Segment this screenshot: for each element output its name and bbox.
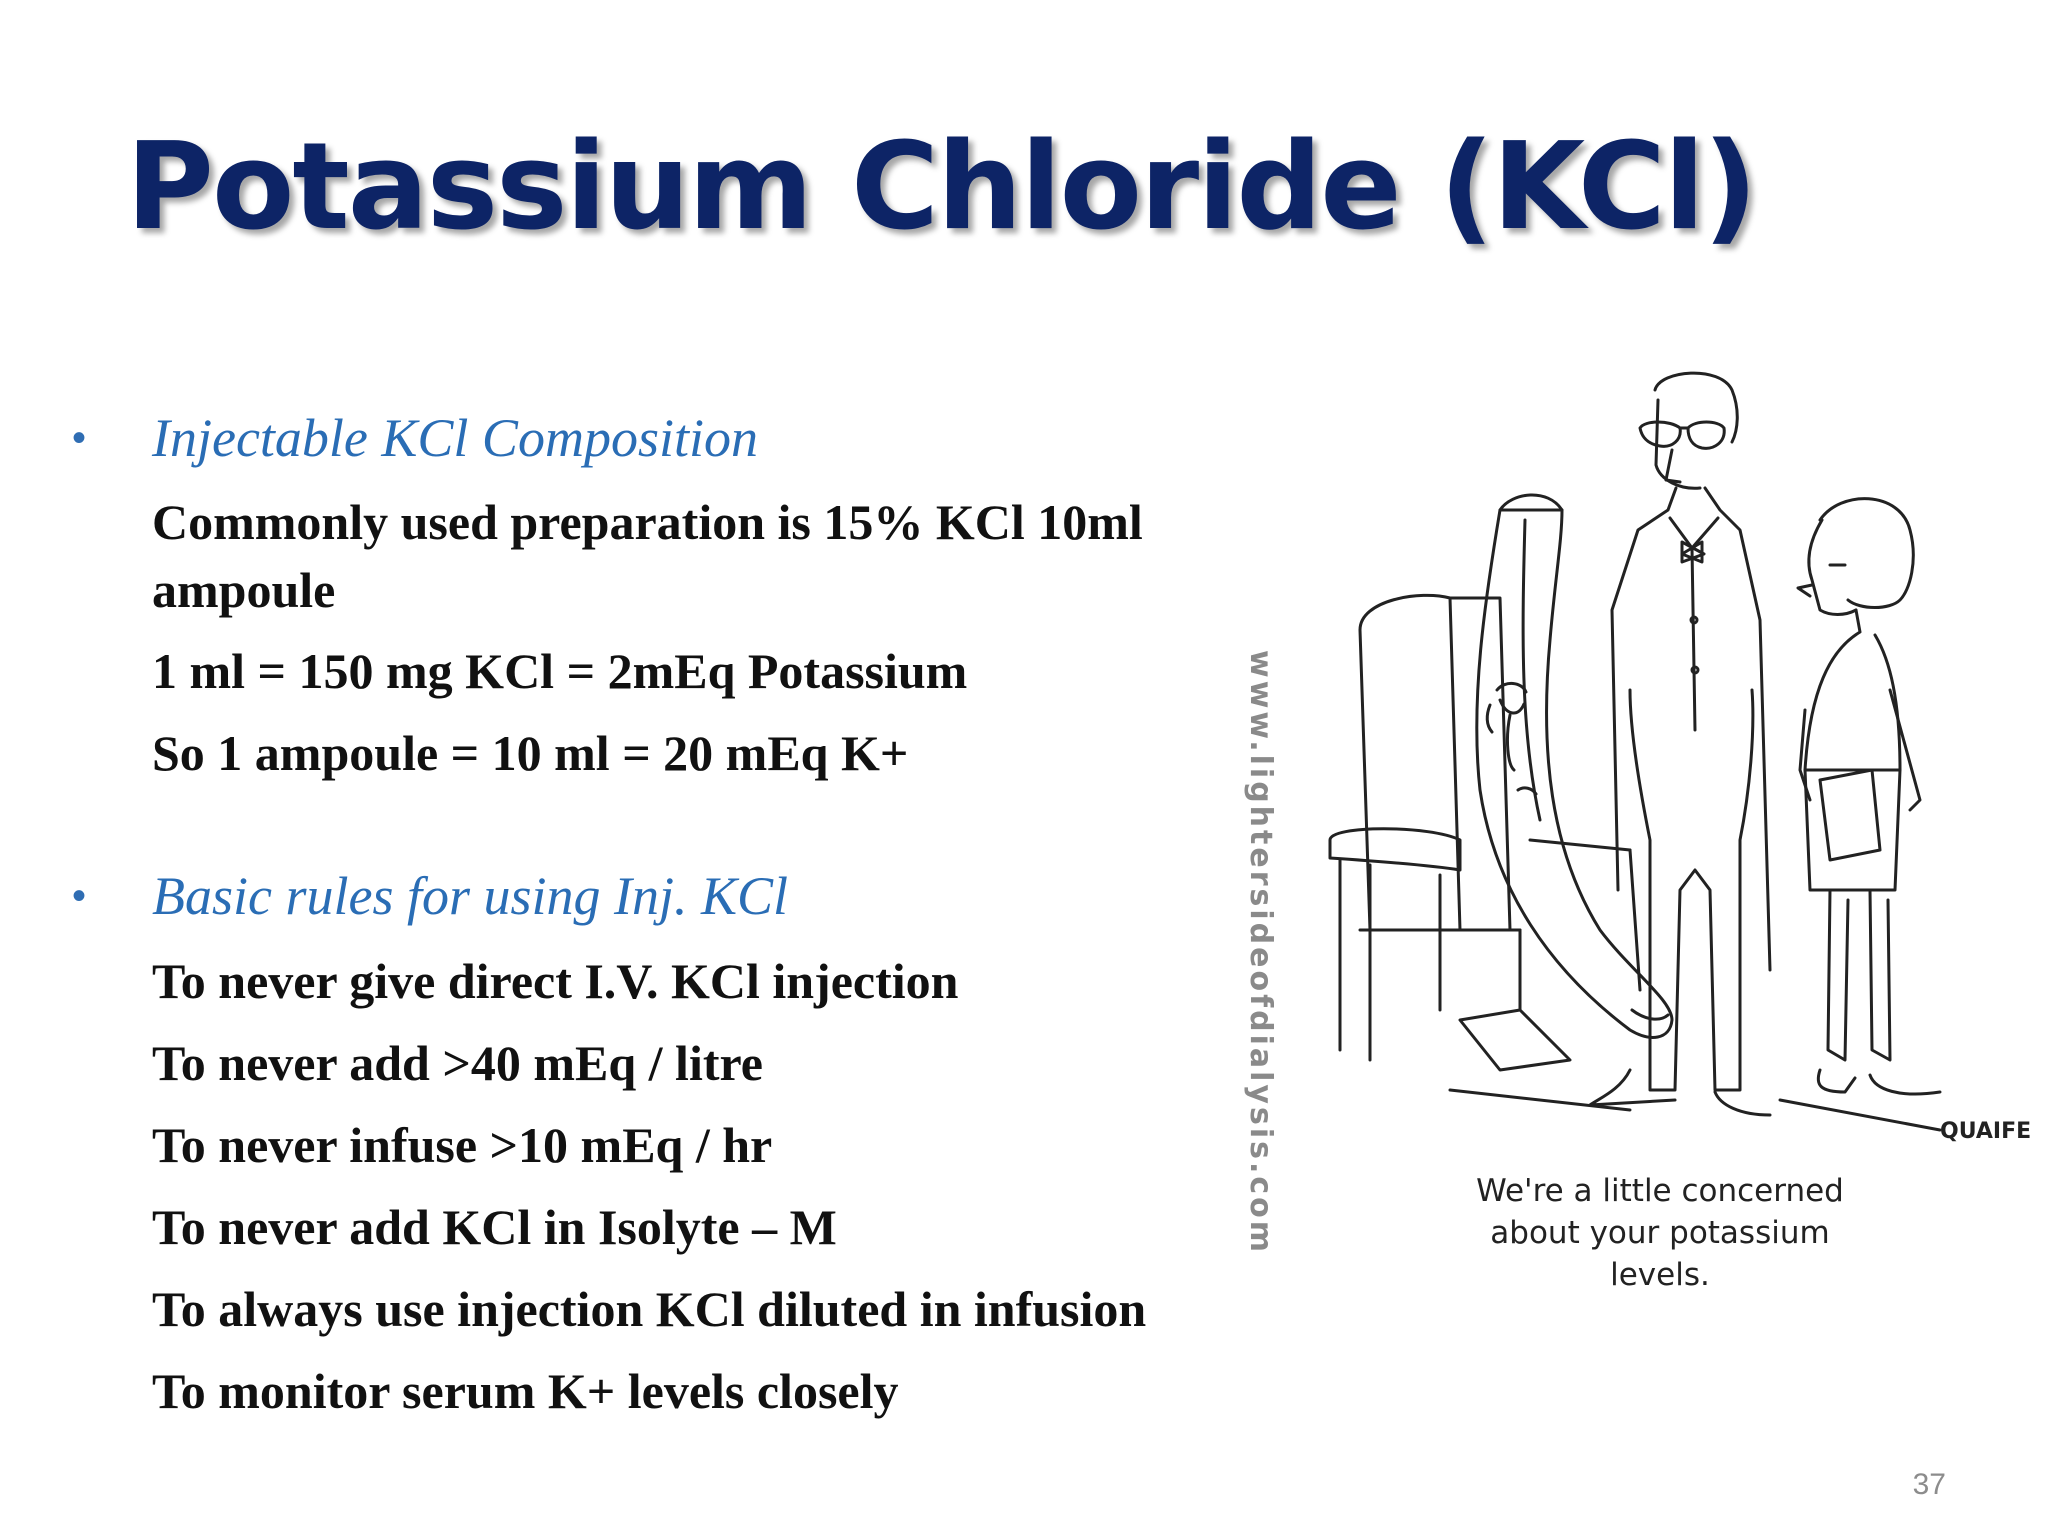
caption-line: We're a little concerned (1476, 1173, 1844, 1209)
bullet-dot-icon: • (72, 874, 87, 918)
cartoon-caption (1440, 1170, 1880, 1296)
bullet-heading: Basic rules for using Inj. KCl (152, 866, 789, 926)
floor-lines (1450, 1090, 1940, 1130)
body-line: Commonly used preparation is 15% KCl 10ml ampoule (152, 494, 1143, 618)
bullet-section-rules (68, 858, 1308, 1426)
nurse-drawing (1798, 499, 1940, 1094)
bullet-section-composition (68, 400, 1308, 788)
page-number: 37 (1912, 1468, 1946, 1501)
doctor-drawing (1590, 373, 1770, 1115)
body-line: To always use injection KCl diluted in infusion (152, 1281, 1147, 1337)
body-line: 1 ml = 150 mg KCl = 2mEq Potassium (152, 643, 968, 699)
caption-line: about your potassium levels. (1490, 1215, 1830, 1293)
body-line: So 1 ampoule = 10 ml = 20 mEq K+ (152, 725, 909, 781)
slide-title: Potassium Chloride (KCl) (126, 118, 1756, 257)
section-spacer (68, 788, 1308, 858)
body-line: To never add >40 mEq / litre (152, 1035, 763, 1091)
bullet-dot-icon: • (72, 416, 87, 460)
slide-content (68, 400, 1308, 1426)
bullet-heading: Injectable KCl Composition (152, 408, 758, 468)
body-line: To never add KCl in Isolyte – M (152, 1199, 837, 1255)
cartoonist-signature: QUAIFE (1940, 1119, 2032, 1144)
body-line: To never give direct I.V. KCl injection (152, 953, 959, 1009)
body-line: To monitor serum K+ levels closely (152, 1363, 899, 1419)
cartoon-illustration (1300, 370, 2040, 1170)
body-line: To never infuse >10 mEq / hr (152, 1117, 773, 1173)
cartoon-watermark: www.lightersideofdialysis.com (1243, 650, 1278, 1256)
